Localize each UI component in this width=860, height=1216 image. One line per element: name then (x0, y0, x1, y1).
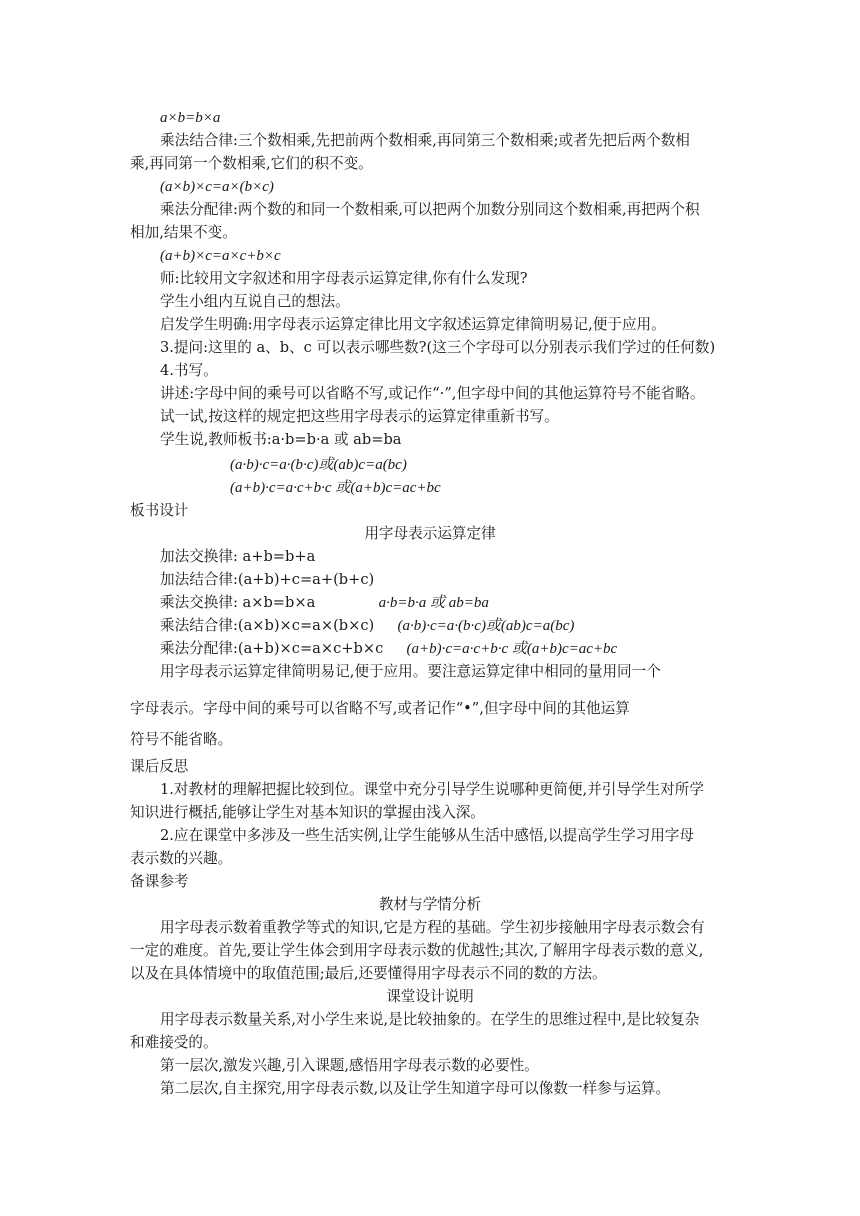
paragraph-line: 乘,再同第一个数相乘,它们的积不变。 (130, 155, 373, 172)
board-line: 加法交换律: a+b=b+a (160, 548, 316, 565)
paragraph-line: 1.对教材的理解把握比较到位。课堂中充分引导学生说哪种更简便,并引导学生对所学 (160, 781, 704, 798)
board-line (160, 593, 489, 613)
paragraph-line: 知识进行概括,能够让学生对基本知识的掌握由浅入深。 (130, 804, 485, 821)
paragraph-line: 表示数的兴趣。 (130, 850, 233, 867)
paragraph-line: 乘法分配律:两个数的和同一个数相乘,可以把两个加数分别同这个数相乘,再把两个积 (160, 201, 700, 218)
paragraph-line: 用字母表示数量关系,对小学生来说,是比较抽象的。在学生的思维过程中,是比较复杂 (160, 1011, 700, 1028)
section-title: 教材与学情分析 (378, 896, 482, 913)
board-line (160, 639, 617, 659)
formula-line: (a×b)×c=a×(b×c) (160, 179, 274, 195)
paragraph-line: 师:比较用文字叙述和用字母表示运算定律,你有什么发现? (160, 270, 528, 287)
section-title: 用字母表示运算定律 (364, 525, 496, 542)
paragraph-line: 用字母表示数着重教学等式的知识,它是方程的基础。学生初步接触用字母表示数会有 (160, 919, 705, 936)
board-law-alt: a·b=b·a 或 ab=ba (378, 595, 489, 611)
formula-line: (a·b)·c=a·(b·c)或(ab)c=a(bc) (230, 457, 407, 473)
paragraph-line: 试一试,按这样的规定把这些用字母表示的运算定律重新书写。 (160, 408, 559, 425)
paragraph-line: 学生小组内互说自己的想法。 (160, 293, 350, 310)
board-law: 乘法分配律:(a+b)×c=a×c+b×c (160, 640, 384, 657)
section-heading: 课后反思 (130, 758, 189, 775)
paragraph-line: 和难接受的。 (130, 1034, 218, 1051)
section-heading: 备课参考 (130, 873, 189, 890)
formula-line: a×b=b×a (160, 110, 221, 126)
board-line (160, 616, 574, 636)
board-law-alt: (a·b)·c=a·(b·c)或(ab)c=a(bc) (397, 618, 575, 634)
paragraph-line: 一定的难度。首先,要让学生体会到用字母表示数的优越性;其次,了解用字母表示数的意义, (130, 942, 704, 959)
board-line: 加法结合律:(a+b)+c=a+(b+c) (160, 571, 375, 588)
paragraph-line: 字母表示。字母中间的乘号可以省略不写,或者记作“•”,但字母中间的其他运算 (130, 700, 630, 717)
board-law: 乘法交换律: a×b=b×a (160, 594, 316, 611)
paragraph-line: 用字母表示运算定律简明易记,便于应用。要注意运算定律中相同的量用同一个 (160, 663, 661, 680)
paragraph-line: 3.提问:这里的 a、b、c 可以表示哪些数?(这三个字母可以分别表示我们学过的任何数) (160, 339, 716, 356)
paragraph-line: 学生说,教师板书:a·b=b·a 或 ab=ba (160, 431, 402, 448)
formula-line: (a+b)·c=a·c+b·c 或(a+b)c=ac+bc (230, 480, 441, 496)
paragraph-line: 讲述:字母中间的乘号可以省略不写,或记作“·”,但字母中间的其他运算符号不能省略。 (160, 385, 705, 402)
board-law-alt: (a+b)·c=a·c+b·c 或(a+b)c=ac+bc (406, 641, 618, 657)
paragraph-line: 启发学生明确:用字母表示运算定律比用文字叙述运算定律简明易记,便于应用。 (160, 316, 666, 333)
paragraph-line: 4.书写。 (160, 362, 218, 379)
paragraph-line: 2.应在课堂中多涉及一些生活实例,让学生能够从生活中感悟,以提高学生学习用字母 (160, 827, 694, 844)
paragraph-line: 以及在具体情境中的取值范围;最后,还要懂得用字母表示不同的数的方法。 (130, 965, 607, 982)
section-title: 课堂设计说明 (386, 988, 474, 1005)
paragraph-line: 相加,结果不变。 (130, 224, 237, 241)
board-law: 乘法结合律:(a×b)×c=a×(b×c) (160, 617, 375, 634)
paragraph-line: 第二层次,自主探究,用字母表示数,以及让学生知道字母可以像数一样参与运算。 (160, 1080, 671, 1097)
section-heading: 板书设计 (130, 502, 189, 519)
paragraph-line: 符号不能省略。 (130, 731, 233, 748)
paragraph-line: 乘法结合律:三个数相乘,先把前两个数相乘,再同第三个数相乘;或者先把后两个数相 (160, 132, 690, 149)
formula-line: (a+b)×c=a×c+b×c (160, 248, 281, 264)
paragraph-line: 第一层次,激发兴趣,引入课题,感悟用字母表示数的必要性。 (160, 1057, 539, 1074)
